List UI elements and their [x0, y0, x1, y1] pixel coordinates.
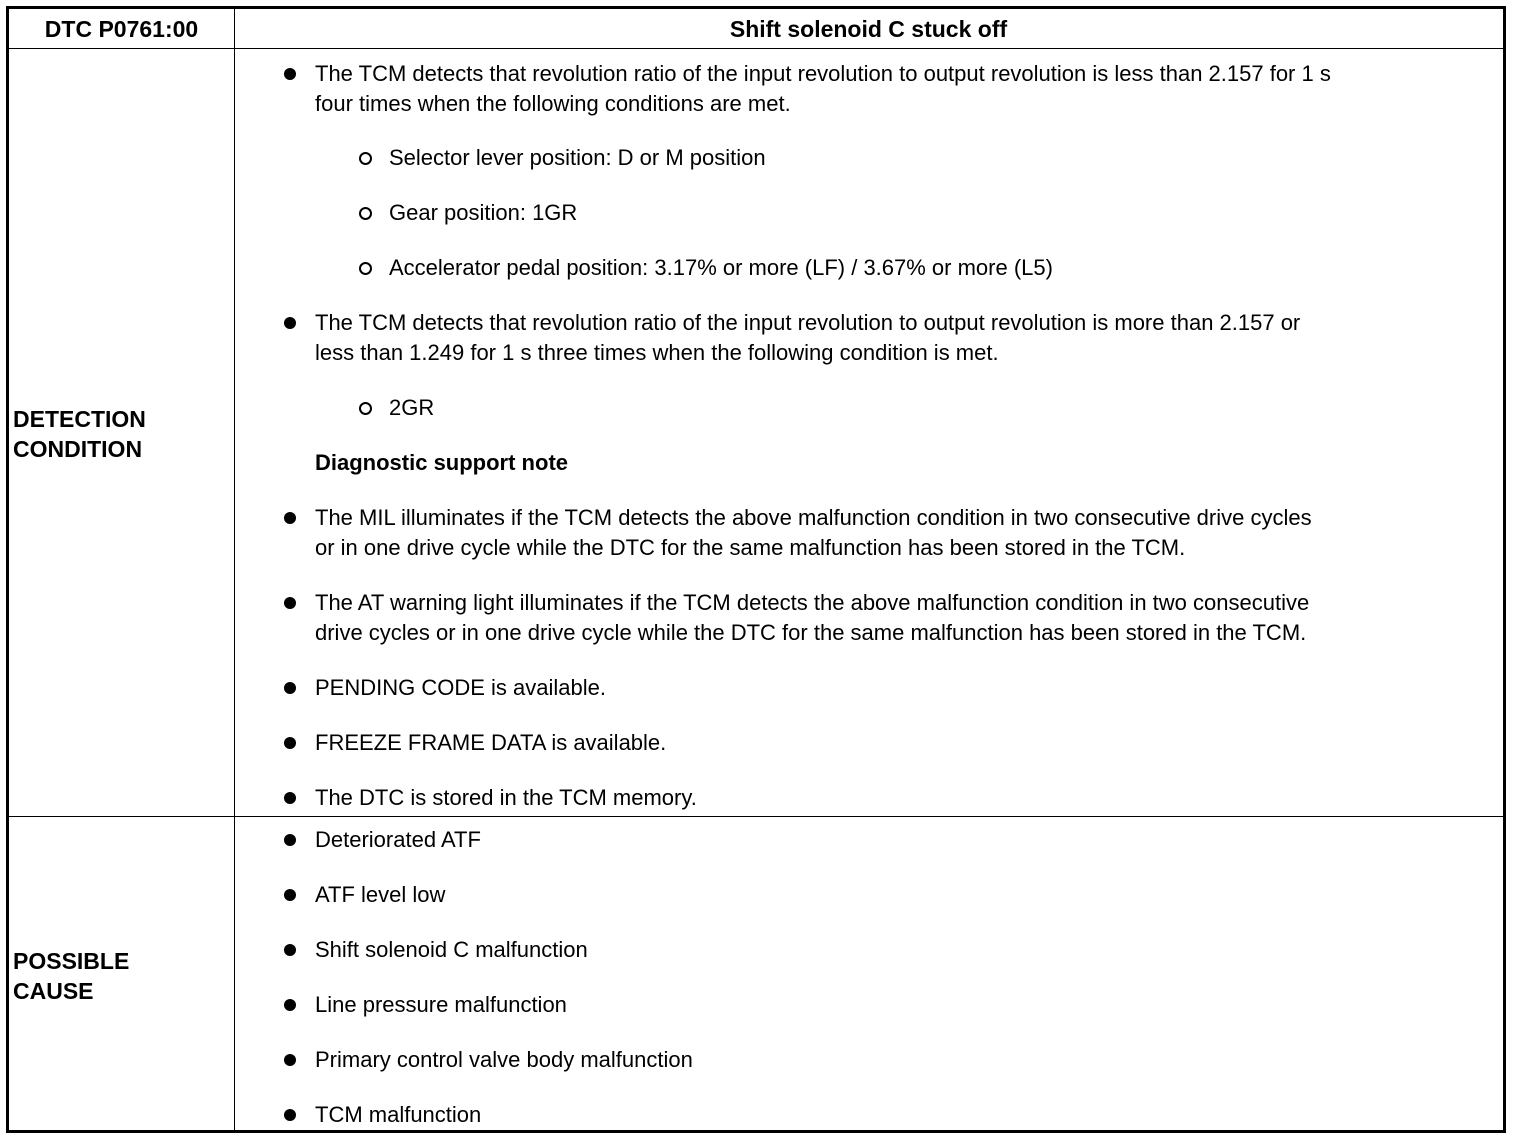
detection-subitem: Selector lever position: D or M position — [389, 145, 766, 170]
bullet-icon — [284, 737, 296, 749]
cause-item: Deteriorated ATF — [315, 827, 481, 852]
detection-item-line: The MIL illuminates if the TCM detects the above malfunction condition in two consecutive drive cycles — [315, 505, 1312, 530]
circle-bullet-icon — [359, 262, 372, 275]
circle-bullet-icon — [359, 152, 372, 165]
detection-condition-label-text: DETECTION CONDITION — [13, 406, 146, 462]
detection-item-line: drive cycles or in one drive cycle while the DTC for the same malfunction has been stored in the TCM. — [315, 620, 1307, 645]
detection-subitem: Gear position: 1GR — [389, 200, 578, 225]
detection-subitem: 2GR — [389, 395, 435, 420]
possible-cause-label-text: POSSIBLE CAUSE — [13, 948, 130, 1004]
bullet-icon — [284, 889, 296, 901]
circle-bullet-icon — [359, 402, 372, 415]
header-divider — [9, 48, 1503, 49]
detection-item-line: The TCM detects that revolution ratio of the input revolution to output revolution is more than 2.157 or — [315, 310, 1301, 335]
detection-item-line: PENDING CODE is available. — [315, 675, 606, 700]
bullet-icon — [284, 597, 296, 609]
bullet-icon — [284, 682, 296, 694]
circle-bullet-icon — [359, 207, 372, 220]
row-divider — [9, 816, 1503, 817]
detection-item-line: The TCM detects that revolution ratio of the input revolution to output revolution is less than 2.157 for 1 s — [315, 61, 1331, 86]
bullet-icon — [284, 1054, 296, 1066]
bullet-icon — [284, 68, 296, 80]
detection-subitem: Accelerator pedal position: 3.17% or more (LF) / 3.67% or more (L5) — [389, 255, 1053, 280]
possible-cause-label — [13, 946, 173, 1006]
detection-item-line: four times when the following conditions are met. — [315, 91, 791, 116]
bullet-icon — [284, 317, 296, 329]
bullet-icon — [284, 792, 296, 804]
cause-item: Primary control valve body malfunction — [315, 1047, 693, 1072]
detection-item-line: The AT warning light illuminates if the TCM detects the above malfunction condition in two consecutive — [315, 590, 1310, 615]
cause-item: ATF level low — [315, 882, 446, 907]
diagnostic-support-note-heading: Diagnostic support note — [315, 450, 568, 475]
column-divider — [234, 9, 235, 1130]
detection-item-line: The DTC is stored in the TCM memory. — [315, 785, 697, 810]
dtc-code: DTC P0761:00 — [44, 16, 199, 42]
detection-item-line: FREEZE FRAME DATA is available. — [315, 730, 667, 755]
cause-item: Shift solenoid C malfunction — [315, 937, 588, 962]
bullet-icon — [284, 512, 296, 524]
bullet-icon — [284, 834, 296, 846]
cause-item: Line pressure malfunction — [315, 992, 567, 1017]
dtc-title: Shift solenoid C stuck off — [729, 16, 1008, 42]
bullet-icon — [284, 944, 296, 956]
detection-item-line: or in one drive cycle while the DTC for the same malfunction has been stored in the TCM. — [315, 535, 1186, 560]
detection-condition-label — [13, 404, 223, 464]
dtc-table — [6, 6, 1506, 1133]
bullet-icon — [284, 1109, 296, 1121]
cause-item: TCM malfunction — [315, 1102, 482, 1127]
bullet-icon — [284, 999, 296, 1011]
detection-item-line: less than 1.249 for 1 s three times when the following condition is met. — [315, 340, 999, 365]
